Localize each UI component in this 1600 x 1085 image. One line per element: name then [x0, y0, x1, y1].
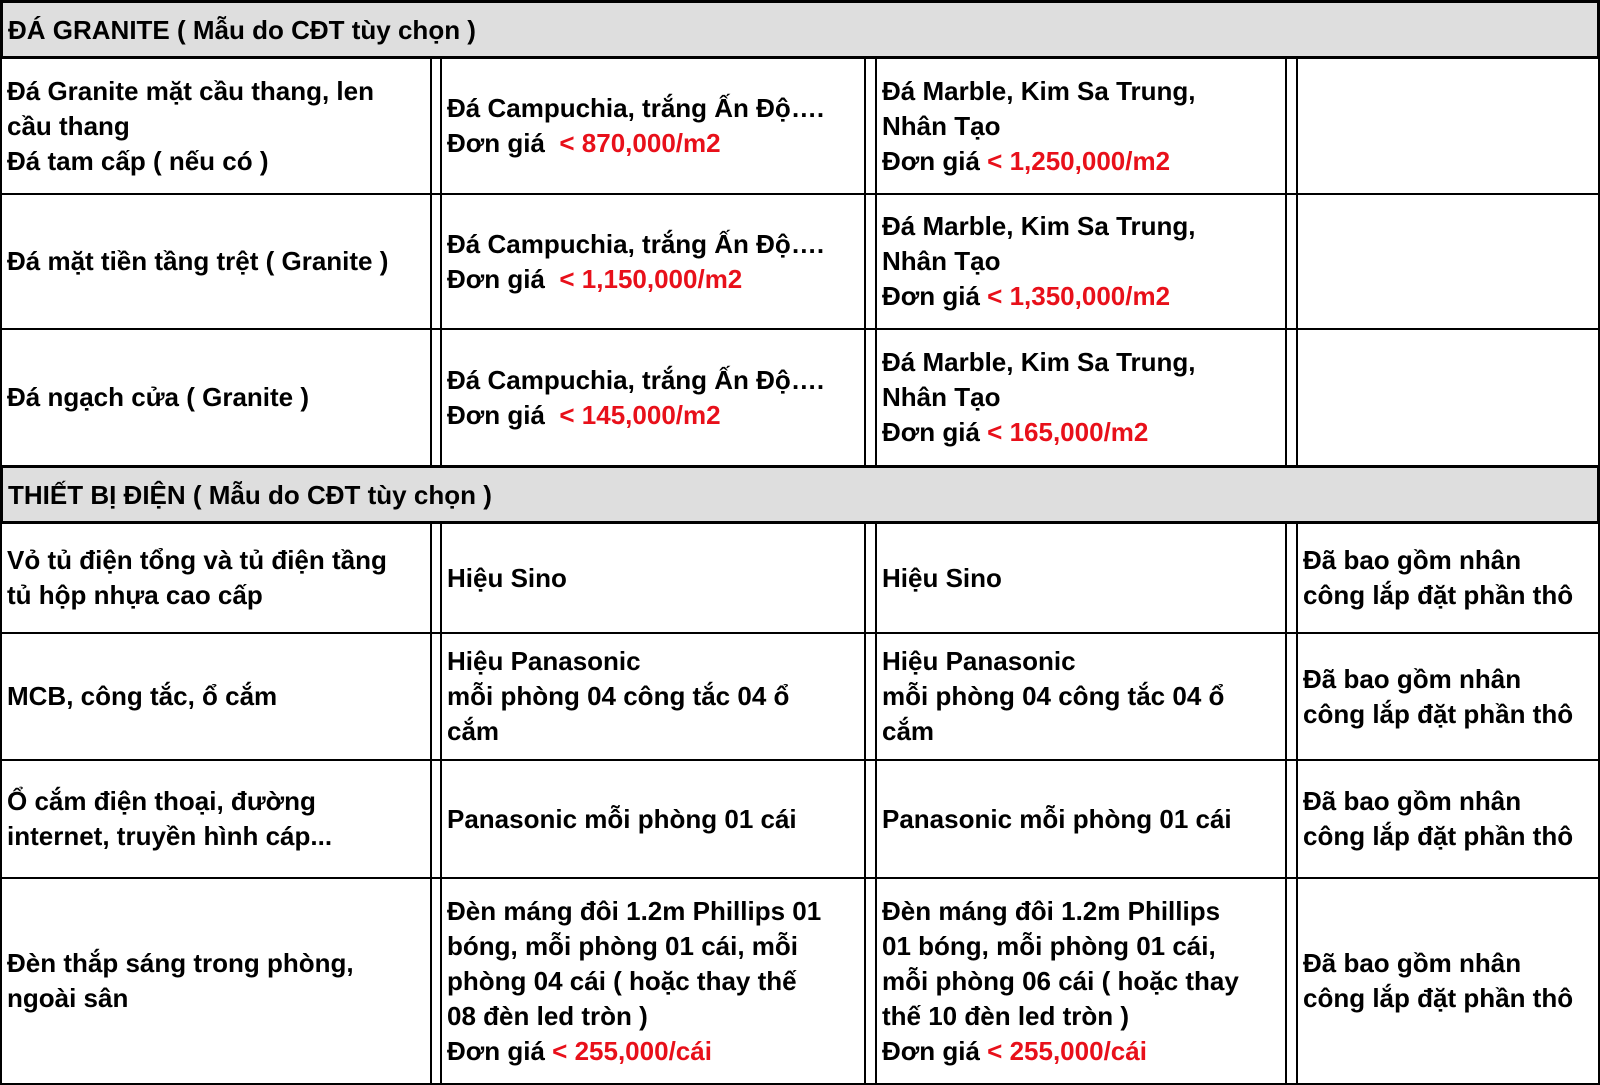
spec-line: Đá Marble, Kim Sa Trung,: [882, 347, 1196, 377]
premium-spec-cell: [876, 59, 1286, 193]
premium-spec-cell: [876, 330, 1286, 465]
spec-line: Đá Campuchia, trắng Ấn Độ….: [447, 228, 825, 259]
spec-line: Nhân Tạo: [882, 110, 1001, 141]
note-cell: [1297, 879, 1600, 1083]
note-line: công lắp đặt phần thô: [1303, 698, 1574, 729]
spec-line: Đá Marble, Kim Sa Trung,: [882, 211, 1196, 241]
spec-line: Hiệu Panasonic: [447, 646, 641, 676]
spec-line: Panasonic mỗi phòng 01 cái: [882, 803, 1232, 834]
spec-line: mỗi phòng 04 công tắc 04 ổ: [447, 681, 790, 711]
unit-price-value: < 1,150,000/m2: [559, 263, 743, 294]
grid-line: [0, 195, 2, 328]
unit-price: [882, 144, 1286, 179]
spec-line: Hiệu Sino: [882, 562, 1002, 593]
item-line: cầu thang: [7, 110, 130, 141]
note-cell: [1297, 195, 1600, 328]
spec-line: Đá Campuchia, trắng Ấn Độ….: [447, 93, 825, 123]
grid-line: [430, 330, 432, 465]
note-cell: [1297, 330, 1600, 465]
unit-price: [447, 126, 865, 161]
table-row: [0, 879, 1600, 1085]
item-cell: [0, 195, 430, 328]
item-line: Đá ngạch cửa ( Granite ): [7, 382, 310, 412]
unit-price: [882, 415, 1286, 450]
item-line: Ổ cắm điện thoại, đường: [7, 786, 316, 816]
spec-line: Nhân Tạo: [882, 382, 1001, 412]
unit-price: [447, 398, 865, 433]
unit-price-label: Đơn giá: [447, 128, 553, 158]
premium-spec-cell: [876, 524, 1286, 632]
grid-line: [1296, 761, 1298, 877]
note-line: Đã bao gồm nhân: [1303, 545, 1522, 575]
note-line: công lắp đặt phần thô: [1303, 983, 1574, 1013]
spec-line: Đá Marble, Kim Sa Trung,: [882, 75, 1196, 106]
grid-line: [440, 330, 442, 465]
premium-spec-cell: [876, 761, 1286, 877]
unit-price-label: Đơn giá: [882, 281, 980, 311]
unit-price-value: < 255,000/cái: [552, 1035, 712, 1066]
spec-line: Hiệu Panasonic: [882, 646, 1076, 676]
basic-spec-cell: [441, 195, 865, 328]
item-line: tủ hộp nhựa cao cấp: [7, 580, 263, 610]
grid-line: [864, 879, 866, 1083]
grid-line: [864, 524, 866, 632]
grid-line: [1285, 634, 1287, 759]
unit-price-value: < 165,000/m2: [987, 417, 1149, 447]
note-cell: [1297, 59, 1600, 193]
grid-line: [875, 634, 877, 759]
basic-spec-cell: [441, 330, 865, 465]
note-cell: [1297, 634, 1600, 759]
premium-spec-cell: [876, 195, 1286, 328]
grid-line: [440, 524, 442, 632]
grid-line: [0, 879, 2, 1083]
section-title: ĐÁ GRANITE ( Mẫu do CĐT tùy chọn ): [8, 14, 476, 45]
item-line: Đá Granite mặt cầu thang, len: [7, 75, 374, 106]
grid-line: [440, 195, 442, 328]
spec-line: Panasonic mỗi phòng 01 cái: [447, 803, 797, 834]
item-cell: [0, 524, 430, 632]
table-row: [0, 761, 1600, 879]
grid-line: [875, 330, 877, 465]
item-cell: [0, 330, 430, 465]
grid-line: [430, 879, 432, 1083]
table-row: [0, 634, 1600, 761]
grid-line: [1285, 761, 1287, 877]
unit-price-label: Đơn giá: [882, 1035, 980, 1066]
unit-price: [447, 1034, 865, 1069]
basic-spec-cell: [441, 59, 865, 193]
grid-line: [1296, 59, 1298, 193]
spec-line: mỗi phòng 04 công tắc 04 ổ: [882, 681, 1225, 711]
premium-spec-cell: [876, 634, 1286, 759]
grid-line: [1285, 59, 1287, 193]
grid-line: [875, 195, 877, 328]
note-cell: [1297, 761, 1600, 877]
note-cell: [1297, 524, 1600, 632]
grid-line: [440, 879, 442, 1083]
item-cell: [0, 59, 430, 193]
spec-line: cắm: [882, 716, 935, 746]
note-line: Đã bao gồm nhân: [1303, 663, 1522, 694]
spec-line: Đá Campuchia, trắng Ấn Độ….: [447, 364, 825, 395]
grid-line: [430, 761, 432, 877]
basic-spec-cell: [441, 761, 865, 877]
grid-line: [1296, 524, 1298, 632]
spec-line: Hiệu Sino: [447, 562, 567, 593]
unit-price-label: Đơn giá: [882, 417, 980, 447]
grid-line: [430, 524, 432, 632]
grid-line: [1285, 879, 1287, 1083]
unit-price: [882, 1034, 1286, 1069]
item-line: Đá tam cấp ( nếu có ): [7, 145, 269, 176]
spec-line: thế 10 đèn led tròn ): [882, 1000, 1130, 1031]
section-header-electrical: [0, 465, 1600, 524]
spec-line: phòng 04 cái ( hoặc thay thế: [447, 965, 797, 996]
spec-line: mỗi phòng 06 cái ( hoặc thay: [882, 965, 1239, 996]
grid-line: [864, 330, 866, 465]
unit-price-label: Đơn giá: [447, 399, 553, 430]
table-row: [0, 524, 1600, 634]
unit-price-value: < 145,000/m2: [559, 399, 721, 430]
spec-line: bóng, mỗi phòng 01 cái, mỗi: [447, 930, 799, 961]
item-line: Đèn thắp sáng trong phòng,: [7, 948, 354, 978]
grid-line: [1285, 524, 1287, 632]
grid-line: [1285, 195, 1287, 328]
note-line: công lắp đặt phần thô: [1303, 821, 1574, 851]
item-line: ngoài sân: [7, 983, 129, 1013]
spec-line: cắm: [447, 716, 500, 746]
section-header-granite: [0, 0, 1600, 59]
grid-line: [0, 524, 2, 632]
item-cell: [0, 879, 430, 1083]
unit-price-value: < 870,000/m2: [559, 128, 721, 158]
grid-line: [864, 59, 866, 193]
item-line: Vỏ tủ điện tổng và tủ điện tầng: [7, 545, 387, 575]
unit-price-value: < 1,250,000/m2: [987, 145, 1171, 176]
unit-price-label: Đơn giá: [882, 145, 980, 176]
grid-line: [875, 761, 877, 877]
premium-spec-cell: [876, 879, 1286, 1083]
spec-line: 08 đèn led tròn ): [447, 1000, 648, 1031]
grid-line: [1296, 879, 1298, 1083]
grid-line: [0, 761, 2, 877]
grid-line: [864, 761, 866, 877]
grid-line: [875, 879, 877, 1083]
item-line: Đá mặt tiền tầng trệt ( Granite ): [7, 246, 389, 276]
grid-line: [0, 634, 2, 759]
grid-line: [440, 761, 442, 877]
table-row: [0, 330, 1600, 465]
section-title: THIẾT BỊ ĐIỆN ( Mẫu do CĐT tùy chọn ): [8, 479, 492, 510]
spec-line: Đèn máng đôi 1.2m Phillips 01: [447, 895, 822, 926]
item-cell: [0, 634, 430, 759]
spec-line: Đèn máng đôi 1.2m Phillips: [882, 895, 1221, 926]
table-row: [0, 195, 1600, 330]
note-line: công lắp đặt phần thô: [1303, 580, 1574, 610]
unit-price-value: < 255,000/cái: [987, 1035, 1147, 1066]
basic-spec-cell: [441, 524, 865, 632]
grid-line: [0, 59, 2, 193]
grid-line: [864, 634, 866, 759]
grid-line: [1285, 330, 1287, 465]
note-line: Đã bao gồm nhân: [1303, 786, 1522, 816]
grid-line: [1296, 195, 1298, 328]
grid-line: [0, 330, 2, 465]
grid-line: [440, 634, 442, 759]
item-line: internet, truyền hình cáp...: [7, 821, 333, 851]
unit-price-label: Đơn giá: [447, 263, 553, 294]
grid-line: [1296, 330, 1298, 465]
unit-price: [447, 262, 865, 297]
grid-line: [430, 195, 432, 328]
item-cell: [0, 761, 430, 877]
grid-line: [1296, 634, 1298, 759]
grid-line: [864, 195, 866, 328]
unit-price-value: < 1,350,000/m2: [987, 281, 1171, 311]
grid-line: [875, 524, 877, 632]
table-row: [0, 59, 1600, 195]
grid-line: [440, 59, 442, 193]
grid-line: [875, 59, 877, 193]
spec-line: 01 bóng, mỗi phòng 01 cái,: [882, 930, 1216, 961]
note-line: Đã bao gồm nhân: [1303, 948, 1522, 978]
grid-line: [430, 59, 432, 193]
unit-price-label: Đơn giá: [447, 1035, 545, 1066]
basic-spec-cell: [441, 879, 865, 1083]
basic-spec-cell: [441, 634, 865, 759]
spec-line: Nhân Tạo: [882, 246, 1001, 276]
item-line: MCB, công tắc, ổ cắm: [7, 681, 278, 711]
unit-price: [882, 279, 1286, 314]
grid-line: [430, 634, 432, 759]
